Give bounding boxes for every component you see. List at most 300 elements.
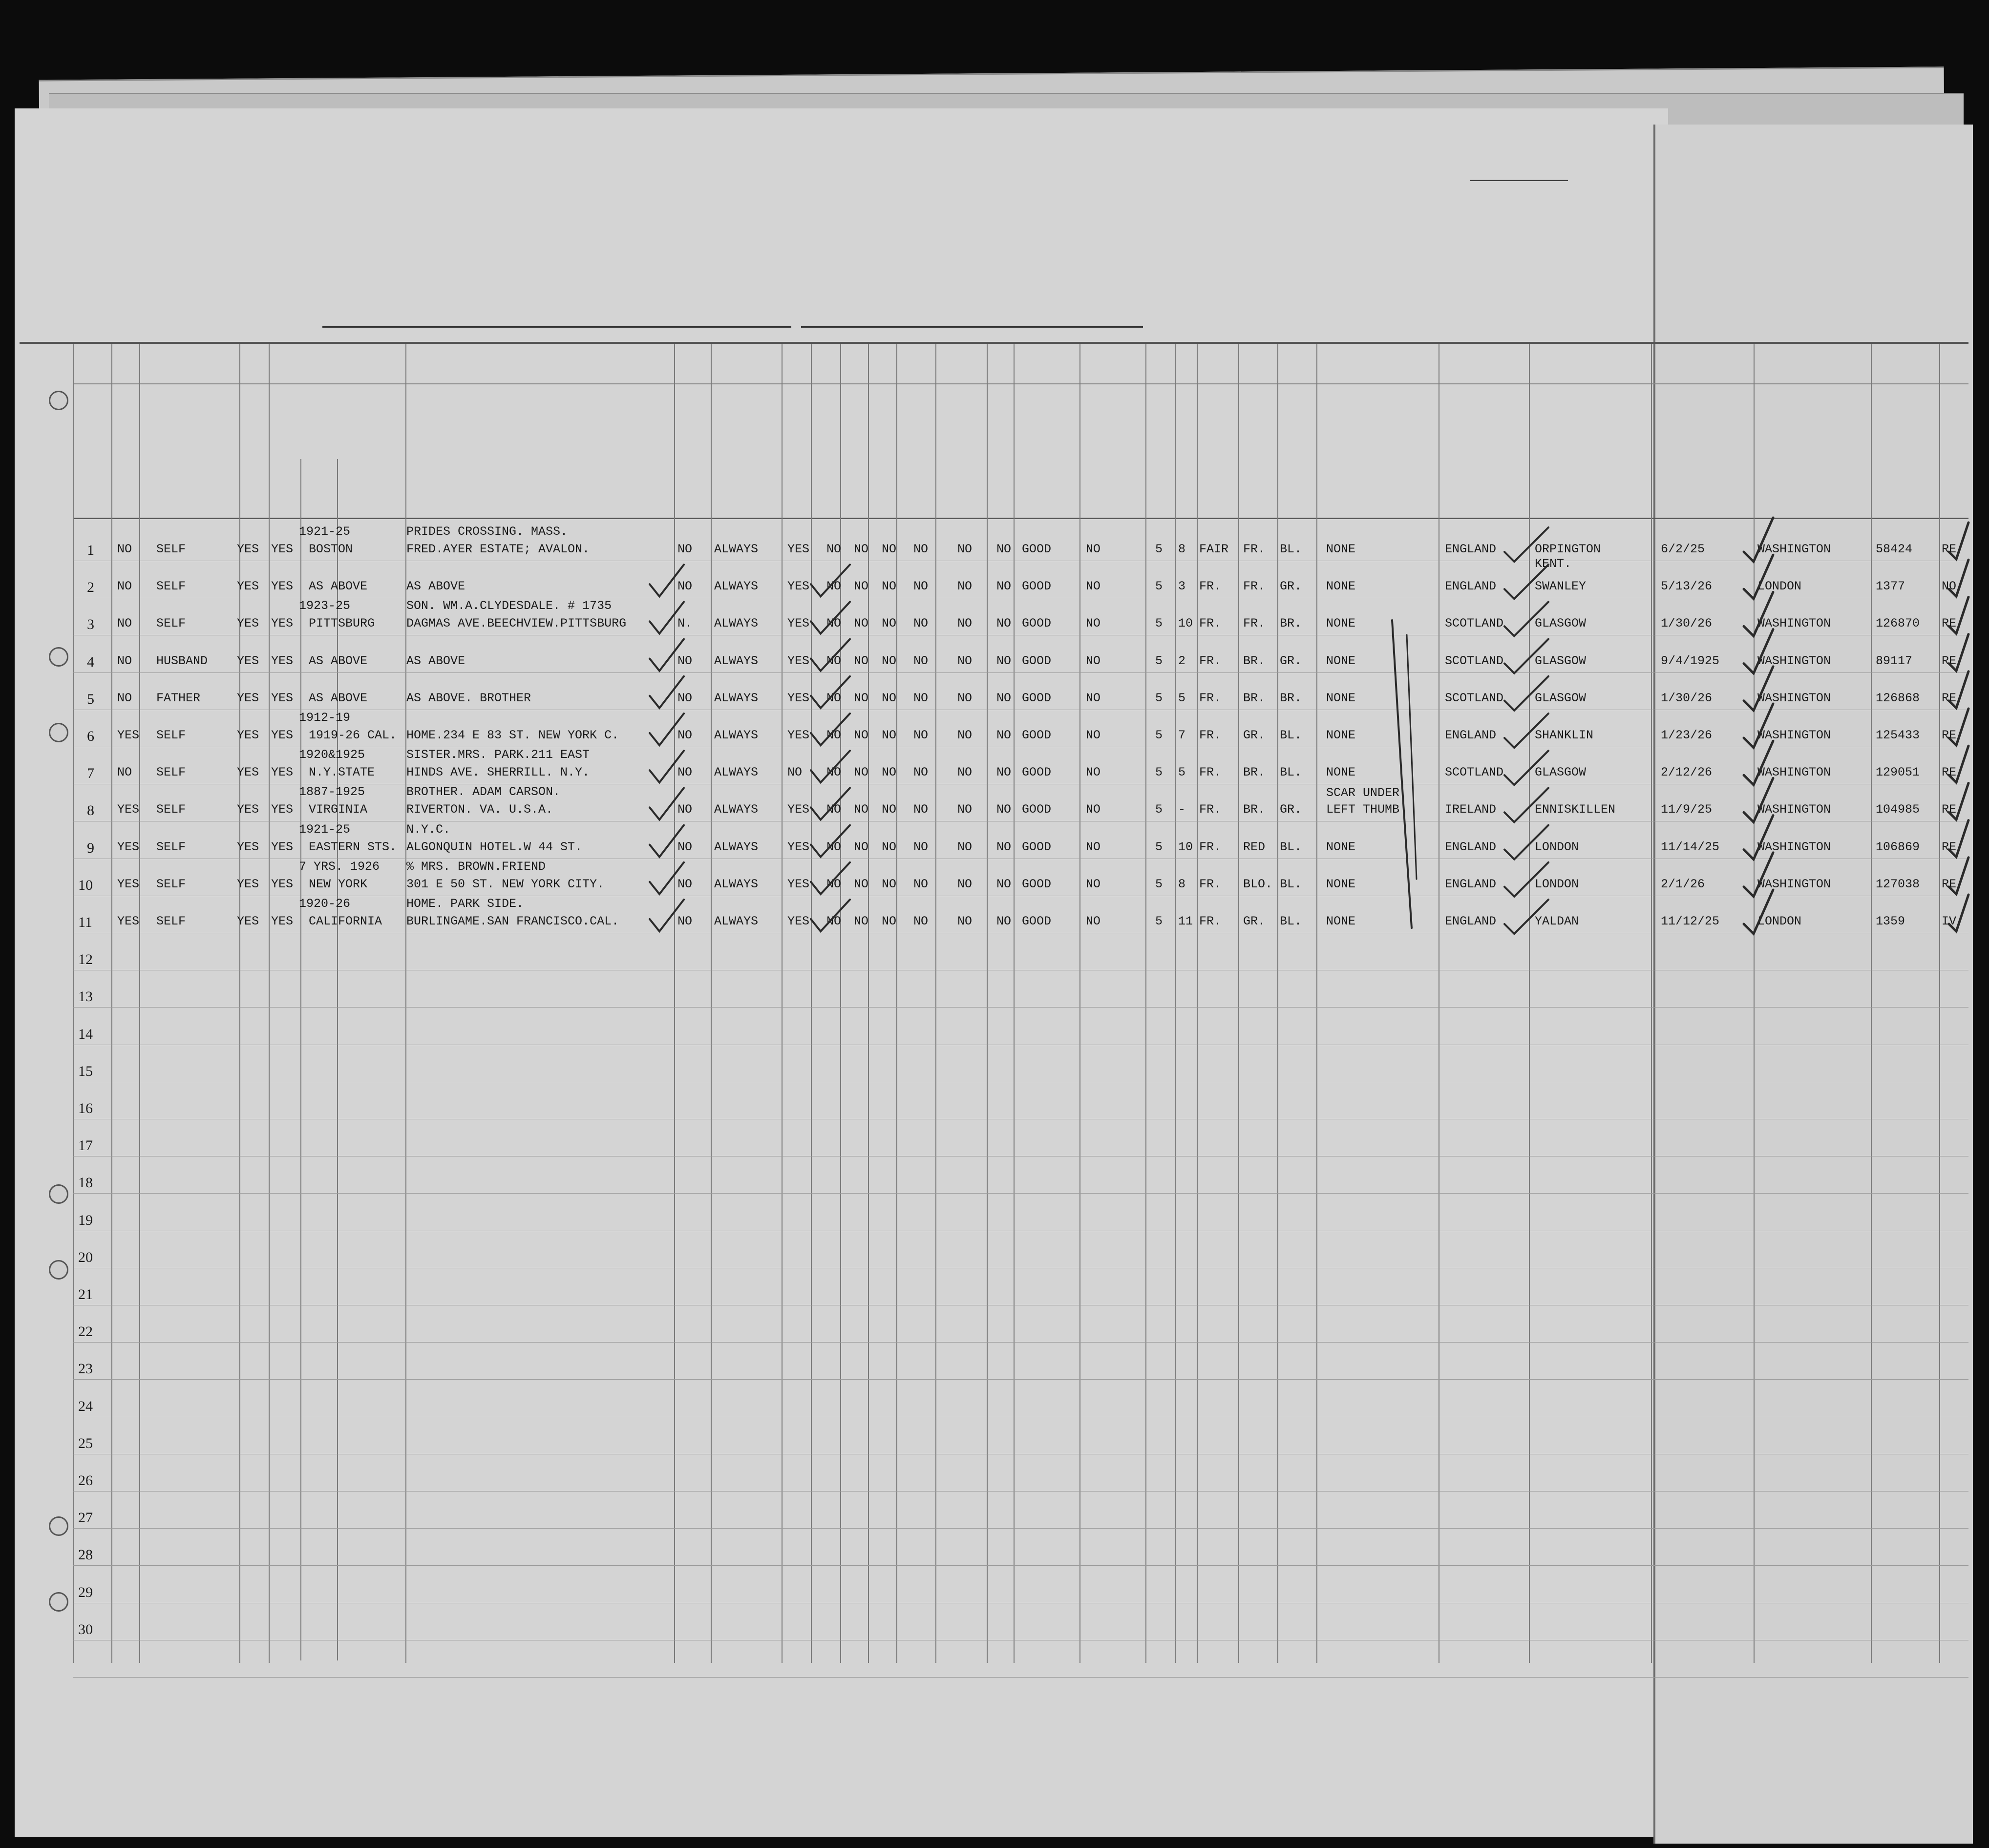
cell-vsuf: RE	[1942, 840, 1957, 854]
row-number: 4	[87, 653, 94, 670]
cell-ticket: YES	[117, 914, 140, 928]
cell-fifty: YES	[237, 802, 259, 817]
cell-q25: NO	[957, 653, 973, 668]
date-line	[801, 326, 1143, 328]
cell-vdate: 11/9/25	[1661, 802, 1713, 817]
cell-prison: NO	[826, 802, 842, 817]
row-number: 20	[78, 1249, 93, 1265]
cell-before: YES	[271, 840, 294, 854]
row-number: 16	[78, 1100, 93, 1116]
cell-where: PITTSBURG	[309, 616, 375, 631]
cell-cit: YES	[787, 616, 810, 631]
cell-paid: SELF	[156, 616, 186, 631]
cell-poly: NO	[854, 542, 869, 556]
header-bottom-line	[73, 518, 1968, 519]
cell-join1: N.Y.C.	[406, 822, 451, 837]
row-number: 26	[78, 1472, 93, 1489]
cell-vsuf: RE	[1942, 877, 1957, 891]
cell-deformed: NO	[1086, 728, 1101, 742]
cell-deformed: NO	[1086, 653, 1101, 668]
cell-paid: SELF	[156, 840, 186, 854]
cell-inches: 11	[1178, 914, 1193, 928]
cell-vsuf: RE	[1942, 653, 1957, 668]
row-number: 3	[87, 616, 94, 633]
column-line	[1529, 344, 1530, 1663]
cell-city: LONDON	[1535, 877, 1579, 891]
cell-hair: BLO.	[1243, 877, 1273, 891]
binder-hole	[49, 1260, 68, 1280]
cell-where: AS ABOVE	[309, 579, 368, 594]
cell-vdate: 2/1/26	[1661, 877, 1705, 891]
cell-poly: NO	[854, 653, 869, 668]
cell-vdate: 1/30/26	[1661, 691, 1713, 705]
column-line	[711, 344, 712, 1663]
cell-join1: SISTER.MRS. PARK.211 EAST	[406, 748, 590, 762]
cell-ticket: NO	[117, 765, 132, 780]
cell-ticket: NO	[117, 542, 132, 556]
cell-complex: FR.	[1199, 691, 1222, 705]
cell-complex: FAIR	[1199, 542, 1229, 556]
cell-paid: SELF	[156, 877, 186, 891]
cell-ret: NO	[677, 728, 693, 742]
binder-hole	[49, 1592, 68, 1612]
cell-len: ALWAYS	[714, 914, 759, 928]
cell-len: ALWAYS	[714, 653, 759, 668]
cell-join2: DAGMAS AVE.BEECHVIEW.PITTSBURG	[406, 616, 627, 631]
cell-len: ALWAYS	[714, 542, 759, 556]
cell-paid: SELF	[156, 765, 186, 780]
cell-ret: NO	[677, 802, 693, 817]
cell-marks2: LEFT THUMB	[1326, 802, 1400, 817]
cell-ticket: YES	[117, 728, 140, 742]
cell-join1: AS ABOVE	[406, 653, 466, 668]
cell-join1: BROTHER. ADAM CARSON.	[406, 785, 561, 799]
cell-ret: NO	[677, 542, 693, 556]
cell-before: YES	[271, 691, 294, 705]
cell-q26: NO	[996, 579, 1012, 594]
cell-anar: NO	[882, 840, 897, 854]
cell-anar: NO	[882, 691, 897, 705]
cell-join1: SON. WM.A.CLYDESDALE. # 1735	[406, 599, 612, 613]
row-line	[73, 1565, 1968, 1566]
cell-q25: NO	[957, 579, 973, 594]
cell-fifty: YES	[237, 914, 259, 928]
cell-join1: AS ABOVE. BROTHER	[406, 691, 531, 705]
cell-q26: NO	[996, 840, 1012, 854]
cell-paid: SELF	[156, 914, 186, 928]
cell-vdate: 11/14/25	[1661, 840, 1720, 854]
cell-q25: NO	[957, 728, 973, 742]
cell-len: ALWAYS	[714, 802, 759, 817]
cell-vnum: 126870	[1876, 616, 1920, 631]
cell-city: SHANKLIN	[1535, 728, 1594, 742]
table-top-line	[20, 342, 1968, 344]
cell-eyes: BL.	[1280, 728, 1302, 742]
cell-vnum: 129051	[1876, 765, 1920, 780]
cell-anar: NO	[882, 728, 897, 742]
cell-len: ALWAYS	[714, 616, 759, 631]
cell-join2: RIVERTON. VA. U.S.A.	[406, 802, 553, 817]
cell-cit: YES	[787, 728, 810, 742]
cell-where: N.Y.STATE	[309, 765, 375, 780]
cell-marks: NONE	[1326, 542, 1356, 556]
cell-country: SCOTLAND	[1445, 691, 1504, 705]
row-number: 11	[78, 914, 92, 930]
cell-ret: NO	[677, 914, 693, 928]
cell-fifty: YES	[237, 728, 259, 742]
cell-paid: HUSBAND	[156, 653, 208, 668]
cell-inches: 8	[1178, 877, 1186, 891]
cell-vnum: 58424	[1876, 542, 1913, 556]
row-number: 8	[87, 802, 94, 819]
cell-health: GOOD	[1022, 653, 1052, 668]
cell-poly: NO	[854, 616, 869, 631]
cell-vplace: WASHINGTON	[1757, 542, 1831, 556]
cell-vplace: WASHINGTON	[1757, 653, 1831, 668]
cell-hair: FR.	[1243, 542, 1266, 556]
cell-vdate: 5/13/26	[1661, 579, 1713, 594]
cell-country: ENGLAND	[1445, 728, 1497, 742]
cell-deformed: NO	[1086, 877, 1101, 891]
column-line	[1175, 344, 1176, 1663]
cell-complex: FR.	[1199, 653, 1222, 668]
cell-feet: 5	[1155, 877, 1163, 891]
column-line	[1079, 344, 1080, 1663]
row-number: 22	[78, 1323, 93, 1340]
cell-paid: SELF	[156, 542, 186, 556]
cell-cit: YES	[787, 914, 810, 928]
column-line	[1014, 344, 1015, 1663]
row-number: 25	[78, 1435, 93, 1451]
cell-fifty: YES	[237, 877, 259, 891]
cell-poly: NO	[854, 765, 869, 780]
cell-city: GLASGOW	[1535, 616, 1587, 631]
cell-where: AS ABOVE	[309, 691, 368, 705]
cell-join2: HINDS AVE. SHERRILL. N.Y.	[406, 765, 590, 780]
cell-deformed: NO	[1086, 765, 1101, 780]
cell-hair: BR.	[1243, 691, 1266, 705]
cell-ticket: NO	[117, 579, 132, 594]
row-number: 17	[78, 1137, 93, 1154]
cell-join1: HOME. PARK SIDE.	[406, 897, 524, 911]
binder-hole	[49, 1184, 68, 1204]
cell-prison: NO	[826, 765, 842, 780]
column-line	[1939, 344, 1940, 1663]
cell-deformed: NO	[1086, 691, 1101, 705]
row-number: 21	[78, 1286, 93, 1302]
cell-vplace: WASHINGTON	[1757, 877, 1831, 891]
cell-hair: BR.	[1243, 765, 1266, 780]
row-number: 30	[78, 1621, 93, 1638]
cell-ticket: YES	[117, 802, 140, 817]
binder-hole	[49, 647, 68, 667]
cell-before: YES	[271, 616, 294, 631]
cell-country: SCOTLAND	[1445, 765, 1504, 780]
cell-cit: YES	[787, 877, 810, 891]
row-number: 14	[78, 1026, 93, 1042]
cell-q24: NO	[913, 914, 929, 928]
cell-inches: 10	[1178, 616, 1193, 631]
column-line	[1754, 344, 1755, 1663]
cell-complex: FR.	[1199, 877, 1222, 891]
cell-vdate: 6/2/25	[1661, 542, 1705, 556]
cell-join2: 301 E 50 ST. NEW YORK CITY.	[406, 877, 605, 891]
row-line	[73, 1528, 1968, 1529]
cell-join2: FRED.AYER ESTATE; AVALON.	[406, 542, 590, 556]
cell-year: 1912-19	[299, 711, 351, 725]
row-line	[73, 1677, 1968, 1678]
cell-year: 7 YRS. 1926	[299, 859, 380, 874]
cell-anar: NO	[882, 653, 897, 668]
cell-country: ENGLAND	[1445, 840, 1497, 854]
column-line	[935, 344, 936, 1663]
row-number: 29	[78, 1584, 93, 1600]
cell-prison: NO	[826, 653, 842, 668]
cell-country: ENGLAND	[1445, 542, 1497, 556]
cell-cit: YES	[787, 542, 810, 556]
cell-feet: 5	[1155, 765, 1163, 780]
cell-q26: NO	[996, 653, 1012, 668]
row-number: 10	[78, 877, 93, 893]
cell-ret: NO	[677, 579, 693, 594]
cell-before: YES	[271, 877, 294, 891]
row-line	[73, 672, 1968, 673]
cell-fifty: YES	[237, 765, 259, 780]
cell-year: 1920-26	[299, 897, 351, 911]
cell-country: IRELAND	[1445, 802, 1497, 817]
cell-anar: NO	[882, 765, 897, 780]
binder-hole	[49, 723, 68, 742]
cell-q25: NO	[957, 840, 973, 854]
row-number: 24	[78, 1398, 93, 1414]
cell-q26: NO	[996, 877, 1012, 891]
cell-q25: NO	[957, 802, 973, 817]
cell-ret: N.	[677, 616, 693, 631]
row-number: 18	[78, 1175, 93, 1191]
cell-ret: NO	[677, 765, 693, 780]
cell-marks: NONE	[1326, 914, 1356, 928]
column-line	[300, 459, 301, 1660]
cell-vsuf: IV	[1942, 914, 1957, 928]
cell-anar: NO	[882, 914, 897, 928]
cell-vnum: 104985	[1876, 802, 1920, 817]
cell-deformed: NO	[1086, 914, 1101, 928]
cell-cit: YES	[787, 579, 810, 594]
cell-paid: FATHER	[156, 691, 201, 705]
cell-anar: NO	[882, 877, 897, 891]
cell-marks: SCAR UNDER	[1326, 786, 1400, 800]
cell-vnum: 89117	[1876, 653, 1913, 668]
row-line	[73, 1007, 1968, 1008]
binder-hole	[49, 391, 68, 410]
cell-vplace: WASHINGTON	[1757, 840, 1831, 854]
cell-where: BOSTON	[309, 542, 353, 556]
cell-len: ALWAYS	[714, 691, 759, 705]
cell-vsuf: RE	[1942, 542, 1957, 556]
cell-complex: FR.	[1199, 840, 1222, 854]
column-line	[1651, 344, 1652, 1663]
cell-deformed: NO	[1086, 542, 1101, 556]
cell-prison: NO	[826, 542, 842, 556]
cell-q26: NO	[996, 616, 1012, 631]
cell-q26: NO	[996, 914, 1012, 928]
binder-hole	[49, 1516, 68, 1536]
row-number: 13	[78, 988, 93, 1005]
cell-q25: NO	[957, 914, 973, 928]
cell-poly: NO	[854, 840, 869, 854]
cell-q26: NO	[996, 691, 1012, 705]
cell-vplace: WASHINGTON	[1757, 616, 1831, 631]
cell-ret: NO	[677, 691, 693, 705]
column-line	[1238, 344, 1239, 1663]
cell-eyes: BL.	[1280, 840, 1302, 854]
cell-marks: NONE	[1326, 616, 1356, 631]
column-line	[1197, 344, 1198, 1663]
port-line	[322, 326, 791, 328]
cell-marks: NONE	[1326, 728, 1356, 742]
cell-fifty: YES	[237, 653, 259, 668]
column-line	[782, 344, 783, 1663]
cell-marks: NONE	[1326, 653, 1356, 668]
manifest-sheet	[15, 108, 1668, 1837]
visa-sheet	[1653, 125, 1973, 1844]
cell-poly: NO	[854, 802, 869, 817]
cell-join1: % MRS. BROWN.FRIEND	[406, 859, 546, 874]
cell-prison: NO	[826, 691, 842, 705]
cell-ticket: NO	[117, 616, 132, 631]
cell-hair: BR.	[1243, 653, 1266, 668]
cell-q25: NO	[957, 765, 973, 780]
row-line	[73, 1342, 1968, 1343]
row-number: 27	[78, 1510, 93, 1526]
cell-marks: NONE	[1326, 877, 1356, 891]
cell-where: AS ABOVE	[309, 653, 368, 668]
cell-vnum: 1377	[1876, 579, 1905, 594]
column-line	[896, 344, 897, 1663]
cell-poly: NO	[854, 691, 869, 705]
row-number: 28	[78, 1547, 93, 1563]
cell-vdate: 11/12/25	[1661, 914, 1720, 928]
cell-feet: 5	[1155, 840, 1163, 854]
cell-before: YES	[271, 914, 294, 928]
cell-q24: NO	[913, 616, 929, 631]
cell-year: 1921-25	[299, 525, 351, 539]
cell-complex: FR.	[1199, 765, 1222, 780]
cell-vplace: WASHINGTON	[1757, 728, 1831, 742]
cell-prison: NO	[826, 579, 842, 594]
cell-health: GOOD	[1022, 542, 1052, 556]
cell-fifty: YES	[237, 616, 259, 631]
row-number: 15	[78, 1063, 93, 1079]
cell-eyes: BL.	[1280, 877, 1302, 891]
cell-q26: NO	[996, 542, 1012, 556]
column-line	[111, 344, 112, 1663]
cell-q24: NO	[913, 877, 929, 891]
cell-city: LONDON	[1535, 840, 1579, 854]
cell-health: GOOD	[1022, 616, 1052, 631]
cell-ticket: YES	[117, 840, 140, 854]
cell-inches: 2	[1178, 653, 1186, 668]
cell-vplace: LONDON	[1757, 579, 1802, 594]
cell-join1: PRIDES CROSSING. MASS.	[406, 525, 568, 539]
cell-city: ENNISKILLEN	[1535, 802, 1616, 817]
cell-ticket: NO	[117, 691, 132, 705]
cell-vnum: 125433	[1876, 728, 1920, 742]
cell-inches: 7	[1178, 728, 1186, 742]
cell-hair: BR.	[1243, 802, 1266, 817]
cell-vsuf: RE	[1942, 616, 1957, 631]
cell-inches: 5	[1178, 691, 1186, 705]
cell-deformed: NO	[1086, 840, 1101, 854]
cell-inches: 5	[1178, 765, 1186, 780]
cell-vnum: 126868	[1876, 691, 1920, 705]
cell-country: SCOTLAND	[1445, 653, 1504, 668]
cell-len: ALWAYS	[714, 579, 759, 594]
cell-poly: NO	[854, 728, 869, 742]
cell-eyes: GR.	[1280, 653, 1302, 668]
cell-country: ENGLAND	[1445, 914, 1497, 928]
cell-prison: NO	[826, 728, 842, 742]
cell-complex: FR.	[1199, 914, 1222, 928]
cell-poly: NO	[854, 914, 869, 928]
cell-eyes: BR.	[1280, 691, 1302, 705]
column-line	[1871, 344, 1872, 1663]
column-line	[674, 344, 675, 1663]
cell-feet: 5	[1155, 728, 1163, 742]
cell-feet: 5	[1155, 579, 1163, 594]
cell-q24: NO	[913, 802, 929, 817]
cell-fifty: YES	[237, 579, 259, 594]
cell-join1: HOME.234 E 83 ST. NEW YORK C.	[406, 728, 619, 742]
cell-cit: YES	[787, 840, 810, 854]
cell-health: GOOD	[1022, 802, 1052, 817]
cell-q24: NO	[913, 728, 929, 742]
cell-q25: NO	[957, 616, 973, 631]
cell-eyes: BL.	[1280, 914, 1302, 928]
cell-feet: 5	[1155, 653, 1163, 668]
cell-vplace: WASHINGTON	[1757, 802, 1831, 817]
row-number: 6	[87, 728, 94, 744]
cell-deformed: NO	[1086, 802, 1101, 817]
row-line	[73, 1193, 1968, 1194]
cell-complex: FR.	[1199, 579, 1222, 594]
cell-q26: NO	[996, 802, 1012, 817]
cell-vdate: 1/30/26	[1661, 616, 1713, 631]
cell-hair: FR.	[1243, 616, 1266, 631]
cell-country: ENGLAND	[1445, 579, 1497, 594]
cell-year: 1923-25	[299, 599, 351, 613]
cell-prison: NO	[826, 877, 842, 891]
cell-q25: NO	[957, 691, 973, 705]
cell-city: GLASGOW	[1535, 691, 1587, 705]
cell-q26: NO	[996, 765, 1012, 780]
cell-ticket: NO	[117, 653, 132, 668]
cell-year: 1921-25	[299, 822, 351, 837]
cell-health: GOOD	[1022, 579, 1052, 594]
cell-health: GOOD	[1022, 728, 1052, 742]
cell-prison: NO	[826, 914, 842, 928]
cell-poly: NO	[854, 877, 869, 891]
cell-vnum: 1359	[1876, 914, 1905, 928]
cell-join1: AS ABOVE	[406, 579, 466, 594]
cell-q25: NO	[957, 877, 973, 891]
cell-before: YES	[271, 802, 294, 817]
cell-before: YES	[271, 579, 294, 594]
cell-feet: 5	[1155, 616, 1163, 631]
cell-q25: NO	[957, 542, 973, 556]
cell-ret: NO	[677, 840, 693, 854]
column-line	[1316, 344, 1317, 1663]
